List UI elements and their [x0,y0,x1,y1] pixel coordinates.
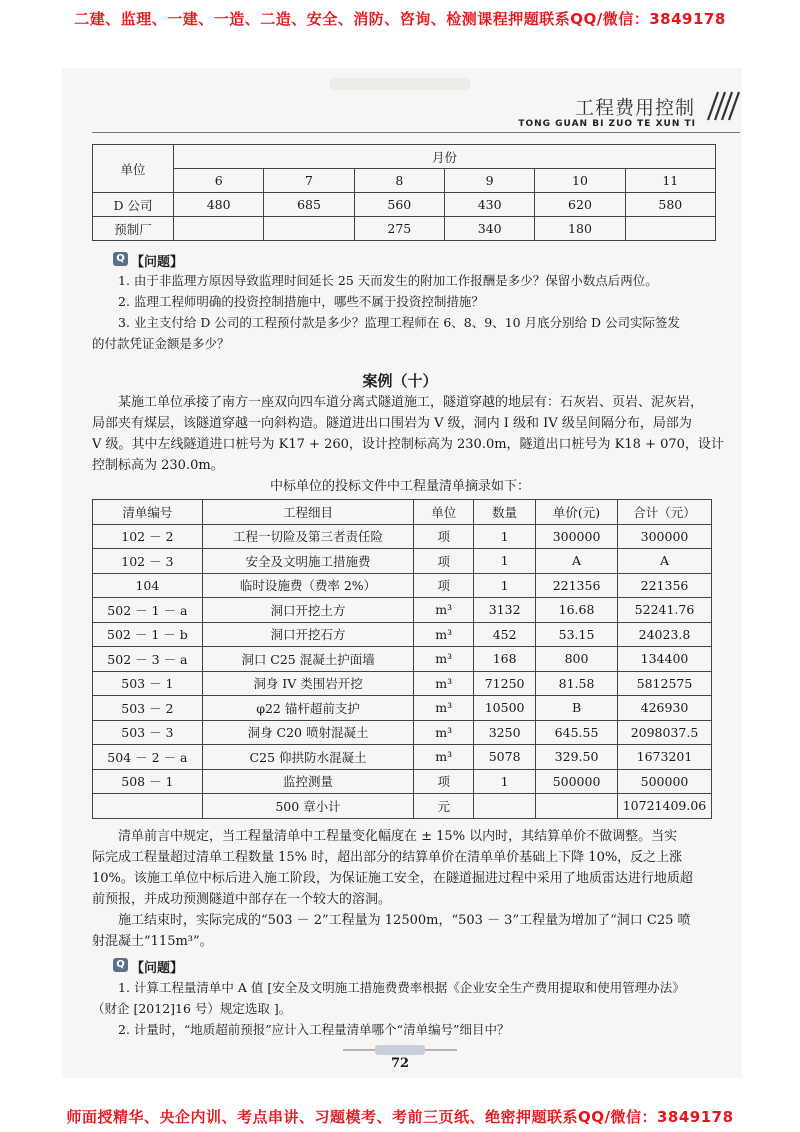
item-code: 508 － 1 [93,769,203,794]
question-icon: Q [113,958,128,972]
value-cell: 580 [625,193,715,217]
column-header: 清单编号 [93,500,203,525]
item-quantity: 71250 [474,671,536,696]
item-code: 503 － 1 [93,671,203,696]
question-2: 2. 监理工程师明确的投资控制措施中，哪些不属于投资控制措施？ [118,294,484,309]
item-unit: m³ [414,696,474,721]
table-caption: 中标单位的投标文件中工程量清单摘录如下： [269,479,530,494]
value-cell: 275 [354,217,444,241]
item-description: 洞身 C20 喷射混凝土 [202,720,414,745]
question-1-cont: （财企 [2012]16 号）规定选取 ]。 [92,1001,292,1016]
question-3: 3. 业主支付给 D 公司的工程预付款是多少？监理工程师在 6、8、9、10 月底分别给 D 公司实际签发 [118,315,681,330]
item-unit-price: 221356 [536,573,618,598]
unit-cell: D 公司 [93,193,174,217]
bottom-promo-banner: 师面授精华、央企内训、考点串讲、习题模考、考前三页纸、绝密押题联系QQ/微信：3849178 [66,1108,734,1126]
item-unit: m³ [414,671,474,696]
intro-line: V 级。其中左线隧道进口桩号为 K17 + 260，设计控制标高为 230.0m，隧道出口桩号为 K18 + 070，设计 [92,437,724,452]
page-number: 72 [390,1056,410,1071]
value-cell: 685 [264,193,354,217]
item-total: 1673201 [618,745,712,770]
table-row [93,745,712,770]
header-stripes-icon [700,88,744,122]
value-cell [264,217,354,241]
item-quantity: 1 [474,549,536,574]
intro-line: 控制标高为 230.0m。 [92,458,224,473]
month-cell: 9 [444,169,534,193]
item-unit: m³ [414,647,474,672]
item-quantity: 1 [474,524,536,549]
item-unit: m³ [414,720,474,745]
item-unit: m³ [414,745,474,770]
item-quantity: 1 [474,769,536,794]
table-row [93,573,712,598]
table-row [93,193,716,217]
month-cell: 7 [264,169,354,193]
item-description: 监控测量 [202,769,414,794]
value-cell: 620 [535,193,625,217]
month-header: 月份 [174,145,716,169]
column-header: 数量 [474,500,536,525]
table-row [93,524,712,549]
intro-line: 某施工单位承接了南方一座双向四车道分离式隧道施工，隧道穿越的地层有：石灰岩、页岩、泥灰岩， [118,395,704,410]
item-unit-price: 81.58 [536,671,618,696]
item-quantity: 168 [474,647,536,672]
item-code: 502 － 1 － b [93,622,203,647]
item-description: 500 章小计 [202,794,414,819]
body-line: 10%。该施工单位中标后进入施工阶段，为保证施工安全，在隧道掘进过程中采用了地质雷达进行地质超 [92,871,693,886]
item-total: 2098037.5 [618,720,712,745]
body-line: 射混凝土“115m³”。 [92,934,213,949]
item-unit-price: 500000 [536,769,618,794]
value-cell [174,217,264,241]
item-quantity: 5078 [474,745,536,770]
item-quantity [474,794,536,819]
table-row [93,696,712,721]
item-unit-price [536,794,618,819]
question-1: 1. 计算工程量清单中 A 值 [安全及文明施工措施费费率根据《企业安全生产费用提取和使用管理办法》 [118,980,685,995]
item-description: 工程一切险及第三者责任险 [202,524,414,549]
question-2: 2. 计量时，“地质超前预报”应计入工程量清单哪个“清单编号”细目中？ [118,1022,510,1037]
item-code: 503 － 2 [93,696,203,721]
item-unit: m³ [414,622,474,647]
value-cell: 480 [174,193,264,217]
month-cell: 6 [174,169,264,193]
value-cell [625,217,715,241]
value-cell: 180 [535,217,625,241]
item-description: 洞口开挖石方 [202,622,414,647]
item-total: 5812575 [618,671,712,696]
item-code: 503 － 3 [93,720,203,745]
item-unit: 元 [414,794,474,819]
header-rule [92,132,740,133]
item-description: 洞口 C25 混凝土护面墙 [202,647,414,672]
question-1: 1. 由于非监理方原因导致监理时间延长 25 天而发生的附加工作报酬是多少？保留小数点后两位。 [118,273,658,288]
item-total: 221356 [618,573,712,598]
item-description: C25 仰拱防水混凝土 [202,745,414,770]
item-total: 134400 [618,647,712,672]
item-unit: 项 [414,769,474,794]
item-total: 300000 [618,524,712,549]
item-unit-price: A [536,549,618,574]
item-unit-price: 53.15 [536,622,618,647]
item-total: 52241.76 [618,598,712,623]
item-quantity: 10500 [474,696,536,721]
item-total: 10721409.06 [618,794,712,819]
column-header: 单位 [414,500,474,525]
item-description: 洞身 IV 类围岩开挖 [202,671,414,696]
item-quantity: 1 [474,573,536,598]
table-header-row [93,500,712,525]
item-total: 500000 [618,769,712,794]
column-header: 单价(元) [536,500,618,525]
table-row [93,217,716,241]
item-unit: 项 [414,524,474,549]
item-quantity: 3132 [474,598,536,623]
intro-line: 局部夹有煤层，该隧道穿越一向斜构造。隧道进出口围岩为 V 级，洞内 I 级和 IV 级呈间隔分布，局部为 [92,416,692,431]
unit-header: 单位 [93,145,174,193]
item-unit-price: 16.68 [536,598,618,623]
item-total: A [618,549,712,574]
case-title: 案例（十） [362,372,438,390]
table-row [93,769,712,794]
month-cell: 10 [535,169,625,193]
item-description: 安全及文明施工措施费 [202,549,414,574]
item-total: 24023.8 [618,622,712,647]
question-3-cont: 的付款凭证金额是多少？ [92,336,230,351]
table-row [93,794,712,819]
bleed-through-header [330,78,470,90]
item-code: 102 － 3 [93,549,203,574]
item-code: 504 － 2 － a [93,745,203,770]
item-total: 426930 [618,696,712,721]
questions-label: 【问题】 [131,961,184,976]
column-header: 合计（元） [618,500,712,525]
running-header-subtitle: TONG GUAN BI ZUO TE XUN TI [518,119,696,129]
table-row [93,549,712,574]
item-code: 102 － 2 [93,524,203,549]
value-cell: 430 [444,193,534,217]
month-cell: 8 [354,169,444,193]
item-unit-price: B [536,696,618,721]
value-cell: 340 [444,217,534,241]
body-line: 际完成工程量超过清单工程数量 15% 时，超出部分的结算单价在清单单价基础上下降 10%，反之上涨 [92,850,683,865]
item-code: 502 － 1 － a [93,598,203,623]
body-line: 前预报，并成功预测隧道中部存在一个较大的溶洞。 [92,892,392,907]
item-unit-price: 329.50 [536,745,618,770]
item-unit-price: 645.55 [536,720,618,745]
top-promo-banner: 二建、监理、一建、一造、二造、安全、消防、咨询、检测课程押题联系QQ/微信：3849178 [74,10,726,28]
item-code [93,794,203,819]
month-cell: 11 [625,169,715,193]
unit-cell: 预制厂 [93,217,174,241]
item-description: 临时设施费（费率 2%） [202,573,414,598]
column-header: 工程细目 [202,500,414,525]
item-unit-price: 300000 [536,524,618,549]
item-description: 洞口开挖土方 [202,598,414,623]
item-code: 104 [93,573,203,598]
page-number-ornament [343,1045,457,1055]
bill-of-quantities-table [92,499,712,819]
questions-label: 【问题】 [131,255,184,270]
table-row [93,622,712,647]
item-code: 502 － 3 － a [93,647,203,672]
table-row [93,720,712,745]
item-unit: m³ [414,598,474,623]
item-quantity: 3250 [474,720,536,745]
item-unit-price: 800 [536,647,618,672]
monthly-table [92,144,716,241]
running-header-title: 工程费用控制 [574,97,695,119]
item-description: φ22 锚杆超前支护 [202,696,414,721]
body-line: 清单前言中规定，当工程量清单中工程量变化幅度在 ± 15% 以内时，其结算单价不做调整。当实 [118,829,678,844]
body-line: 施工结束时，实际完成的“503 － 2”工程量为 12500m，“503 － 3”工程量为增加了“洞口 C25 喷 [118,913,691,928]
item-unit: 项 [414,573,474,598]
table-row [93,671,712,696]
item-quantity: 452 [474,622,536,647]
item-unit: 项 [414,549,474,574]
question-icon: Q [113,252,128,266]
table-row [93,647,712,672]
value-cell: 560 [354,193,444,217]
table-row [93,598,712,623]
